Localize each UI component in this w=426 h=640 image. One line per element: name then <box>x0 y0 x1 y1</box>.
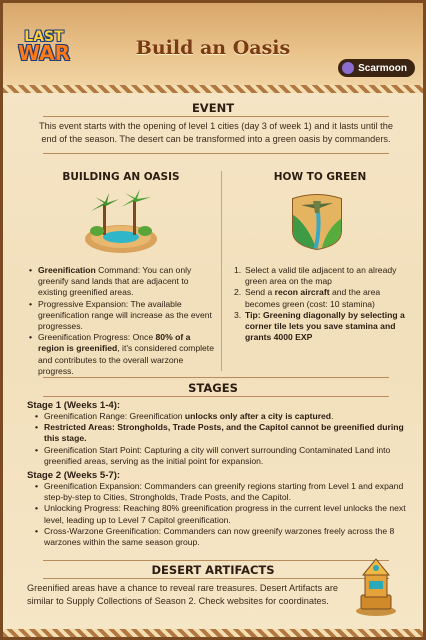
artifacts-heading: DESERT ARTIFACTS <box>151 563 275 577</box>
logo-line-1: LAST <box>24 29 64 45</box>
stage2-list <box>35 481 413 548</box>
event-description: This event starts with the opening of level 1 cities (day 3 of week 1) and it lasts until the end of the season. The desert can be transformed into a green oasis by commanders. <box>39 121 393 144</box>
recon-aircraft-illustration <box>287 191 347 251</box>
list-item: • Restricted Areas: Strongholds, Trade Posts, and the Capitol cannot be greenified during this stage. <box>35 422 413 444</box>
author-name: Scarmoon <box>358 62 407 74</box>
list-item: 2. Send a recon aircraft and the area becomes green (cost: 10 stamina) <box>234 287 381 309</box>
list-item: • Cross-Warzone Greenification: Commanders can now greenify warzones freely across the 8 warzones within the same season group. <box>35 526 413 548</box>
event-heading: EVENT <box>191 101 235 115</box>
stage2-title: Stage 2 (Weeks 5-7): <box>27 470 121 481</box>
header <box>3 3 423 85</box>
building-heading: BUILDING AN OASIS <box>62 171 180 183</box>
decorative-border <box>3 629 423 637</box>
divider <box>43 560 389 561</box>
list-item: • Greenification Expansion: Commanders can greenify regions starting from Level 1 and expand step-by-step to Cities, Strongholds, Trade Posts, and the Capitol. <box>35 481 413 503</box>
howto-heading: HOW TO GREEN <box>273 171 367 183</box>
divider <box>43 116 389 117</box>
page-title: Build an Oasis <box>135 37 291 59</box>
list-item: 3. Tip: Greening diagonally by selecting a corner tile lets you save stamina and grants 4000 EXP <box>234 309 405 343</box>
decorative-border <box>3 85 423 93</box>
list-item: • Greenification Start Point: Capturing a city will convert surrounding Contaminated Land into greenified areas, serving as the initial point for expansion. <box>35 445 413 467</box>
divider <box>43 153 389 154</box>
divider <box>43 578 389 579</box>
column-divider <box>221 171 222 371</box>
stages-heading: STAGES <box>188 381 238 395</box>
stage1-title: Stage 1 (Weeks 1-4): <box>27 400 121 411</box>
list-item: • Greenification Command: You can only greenify sand lands that are adjacent to existing greenified areas. <box>29 265 219 299</box>
oasis-illustration <box>83 187 159 257</box>
list-item: • Progressive Expansion: The available greenification range will increase as the event progresses. <box>29 299 219 333</box>
desert-artifact-icon <box>353 555 399 617</box>
building-list <box>29 265 219 377</box>
divider <box>43 396 389 397</box>
artifacts-description: Greenified areas have a chance to reveal rare treasures. Desert Artifacts are similar to Supply Collections of Season 2. Check websites for coordinates. <box>27 583 338 606</box>
howto-steps <box>234 265 416 343</box>
list-item: • Greenification Progress: Once 80% of a region is greenified, it's considered complete and contributes to the overall warzone progress. <box>29 332 219 377</box>
list-item: • Greenification Range: Greenification unlocks only after a city is captured. <box>35 411 413 422</box>
list-item: • Unlocking Progress: Reaching 80% greenification progress in the current level unlocks the next level, leading up to Level 7 Capitol greenification. <box>35 503 413 525</box>
author-badge <box>338 59 415 77</box>
logo-line-2: WAR <box>17 41 71 65</box>
author-avatar-icon <box>342 62 354 74</box>
list-item: 1. Select a valid tile adjacent to an already green area on the map <box>234 265 397 287</box>
divider <box>43 377 389 378</box>
stage1-list <box>35 411 413 467</box>
